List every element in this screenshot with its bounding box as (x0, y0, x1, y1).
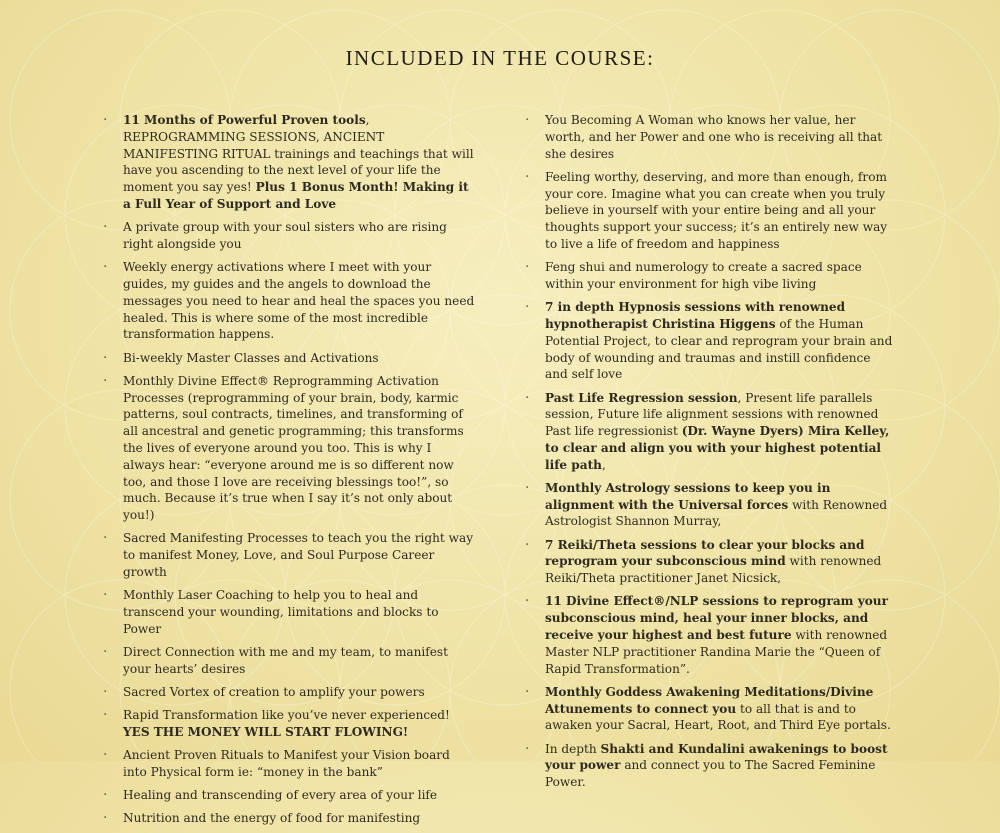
left-column-list (103, 112, 475, 833)
text: In depth (545, 741, 601, 756)
list-item (525, 741, 897, 791)
text: Bi-weekly Master Classes and Activations (123, 350, 379, 365)
text: Nutrition and the energy of food for manifesting (123, 811, 421, 826)
list-item (103, 530, 475, 580)
list-item (525, 169, 897, 253)
list-item (525, 390, 897, 474)
text: Healing and transcending of every area of your life (123, 787, 438, 802)
text: A private group with your soul sisters who are rising right alongside you (123, 220, 447, 251)
list-item (525, 684, 897, 734)
text: with renowned Master NLP practitioner Randina Marie the “Queen of Rapid Transformation”. (545, 628, 888, 676)
bold-text: Monthly Goddess Awakening Meditations/Divine Attunements to connect you (545, 684, 874, 716)
text: Monthly Laser Coaching to help you to heal and transcend your wounding, limitations and blocks to Power (123, 588, 439, 636)
text: Feeling worthy, deserving, and more than enough, from your core. Imagine what you can create when you truly believe in yourself with your entire being and all your thoughts support your success; it’s an entirely new way to live a life of freedom and happiness (545, 169, 888, 251)
list-item (103, 112, 475, 213)
bold-text: Past Life Regression session (545, 390, 738, 405)
list-item (525, 537, 897, 587)
list-item (103, 587, 475, 637)
text: of the Human Potential Project, to clear and reprogram your brain and body of wounding and traumas and instill confidence and self love (545, 316, 893, 382)
list-item (103, 707, 475, 741)
list-item (103, 644, 475, 678)
text: , Present life parallels session, Future life alignment sessions with renowned Past life regressionist (545, 390, 879, 439)
list-item (103, 810, 475, 827)
bold-text: YES THE MONEY WILL START FLOWING! (123, 724, 409, 739)
text: with Renowned Astrologist Shannon Murray, (545, 497, 888, 529)
list-item (103, 787, 475, 804)
text: Feng shui and numerology to create a sacred space within your environment for high vibe living (545, 260, 862, 291)
bold-text: Monthly Astrology sessions to keep you in alignment with the Universal forces (545, 480, 831, 512)
list-item (103, 747, 475, 781)
text: Sacred Manifesting Processes to teach you the right way to manifest Money, Love, and Soul Purpose Career growth (123, 531, 474, 579)
text: Rapid Transformation like you’ve never experienced! (123, 708, 450, 723)
list-item (525, 259, 897, 293)
bold-text: Shakti and Kundalini awakenings to boost your power (545, 741, 888, 773)
list-item (525, 480, 897, 530)
text: You Becoming A Woman who knows her value, her worth, and her Power and one who is receiving all that she desires (545, 113, 883, 161)
text: Direct Connection with me and my team, to manifest your hearts’ desires (123, 644, 448, 676)
list-item (525, 112, 897, 162)
text: , REPROGRAMMING SESSIONS, ANCIENT MANIFESTING RITUAL trainings and teachings that will have you ascending to the next level of your life the moment you say yes! (123, 113, 474, 195)
text: Ancient Proven Rituals to Manifest your Vision board into Physical form ie: “money in the bank” (123, 748, 450, 779)
bold-text: (Dr. Wayne Dyers) Mira Kelley, to clear and align you with your highest potential life path (545, 424, 890, 472)
text: Weekly energy activations where I meet with your guides, my guides and the angels to download the messages you need to hear and heal the spaces you need healed. This is where some of the most incredible transformation happens. (123, 260, 475, 342)
list-item (525, 593, 897, 677)
list-item (103, 259, 475, 343)
page-title: INCLUDED IN THE COURSE: (345, 46, 655, 70)
text: Monthly Divine Effect® Reprogramming Activation Processes (reprogramming of your brain, body, karmic patterns, soul contracts, timelines, and transforming of all ancestral and genetic programming; this transforms the lives of everyone around you too. This is why I always hear: “everyone around me is so different now too, and those I love are receiving blessings too!”, so much. Because it’s true when I say it’s not only about you!) (123, 373, 464, 523)
bold-text: 7 in depth Hypnosis sessions with renowned hypnotherapist Christina Higgens (545, 300, 846, 331)
text: to all that is and to awaken your Sacral, Heart, Root, and Third Eye portals. (545, 701, 891, 733)
list-item (103, 350, 475, 367)
text: and connect you to The Sacred Feminine Power. (545, 758, 876, 790)
list-item (103, 684, 475, 701)
bold-text: 7 Reiki/Theta sessions to clear your blocks and reprogram your subconscious mind (545, 537, 865, 569)
bold-text: Plus 1 Bonus Month! Making it a Full Year of Support and Love (123, 180, 469, 211)
right-column-list (525, 112, 897, 797)
text: with renowned Reiki/Theta practitioner Janet Nicsick, (545, 554, 882, 586)
text: Sacred Vortex of creation to amplify your powers (123, 684, 425, 699)
bold-text: 11 Months of Powerful Proven tools (123, 113, 366, 127)
list-item (103, 373, 475, 524)
list-item (525, 299, 897, 383)
list-item (103, 219, 475, 253)
bold-text: 11 Divine Effect®/NLP sessions to reprogram your subconscious mind, heal your inner blocks, and receive your highest and best future (545, 594, 888, 643)
text: , (601, 457, 606, 472)
